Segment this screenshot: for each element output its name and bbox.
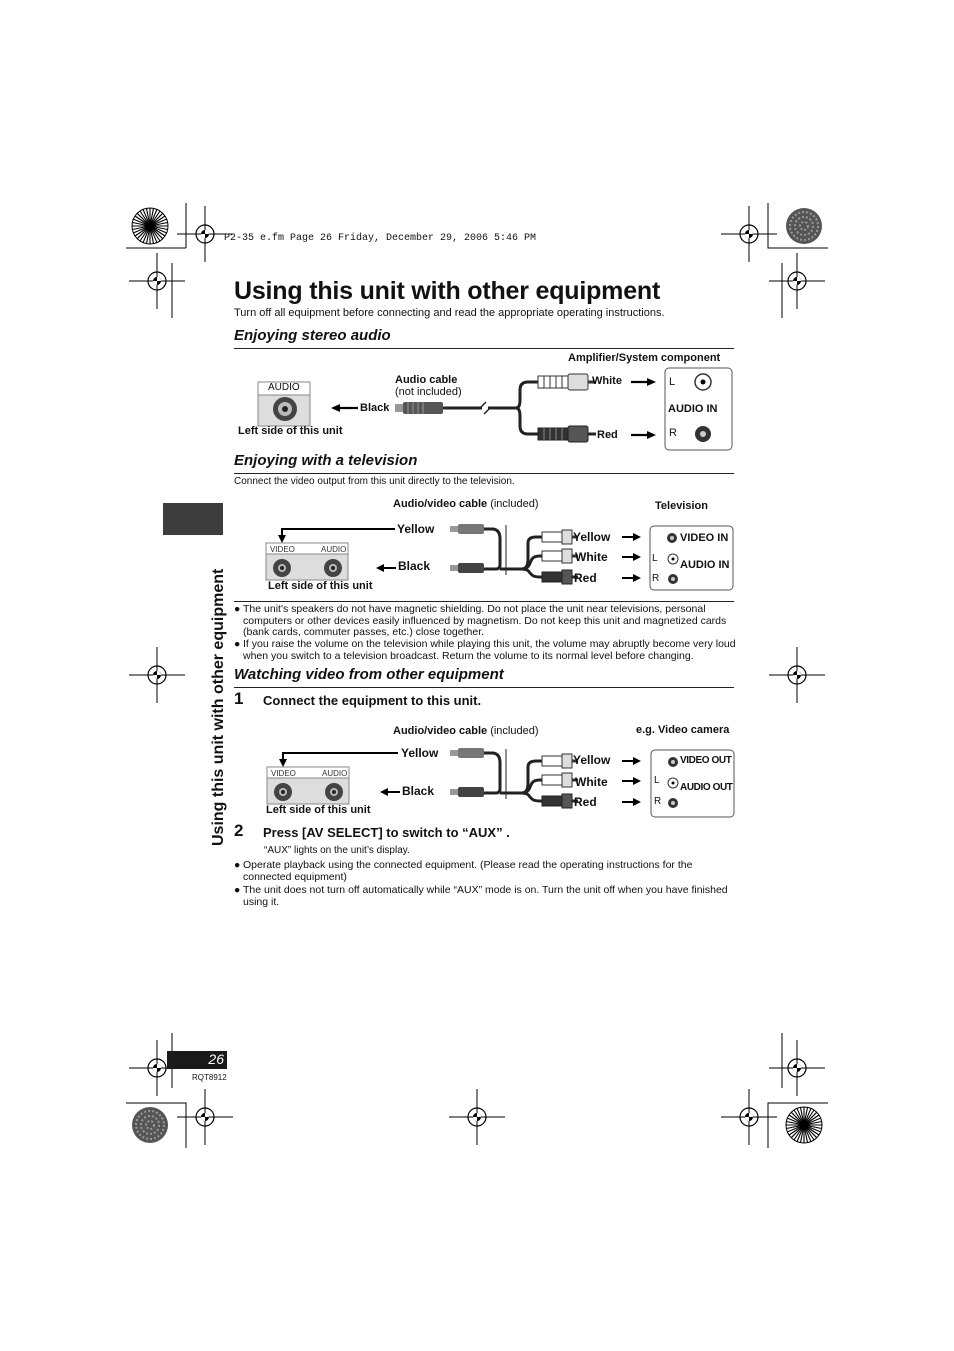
arrow-right-icon	[631, 431, 656, 439]
audio-jack-label: AUDIO	[268, 382, 300, 393]
arrow-right-icon	[622, 553, 641, 561]
registration-crosshair-icon	[177, 1089, 233, 1145]
av-cable-label	[393, 725, 539, 737]
side-tab-label: Using this unit with other equipment	[210, 568, 227, 846]
intro-text: Turn off all equipment before connecting and read the appropriate operating instructions.	[234, 307, 665, 319]
white-label: White	[575, 550, 608, 564]
unit-caption: Left side of this unit	[268, 580, 373, 592]
television-desc: Connect the video output from this unit directly to the television.	[234, 476, 515, 487]
arrow-right-icon	[631, 378, 656, 386]
video-out-label: VIDEO OUT	[680, 755, 732, 766]
step-text: Connect the equipment to this unit.	[263, 693, 482, 708]
radial-target-icon	[132, 208, 168, 244]
note-text: The unit's speakers do not have magnetic shielding. Do not place the unit near televisions, personal computers or other devices easily influenced by magnetism. Do not keep this unit and magnetized cards (bank cards, commuter passes, etc.) close together.	[243, 603, 727, 638]
arrow-left-icon	[376, 564, 384, 572]
panel-r-label: R	[652, 573, 660, 584]
dotted-target-icon	[132, 1107, 168, 1143]
panel-l-label: L	[669, 376, 676, 388]
av-cable-note: (included)	[490, 725, 539, 737]
black-label: Black	[360, 402, 390, 414]
audio-cable-note: (not included)	[395, 386, 462, 398]
section-rule	[234, 473, 734, 474]
arrow-down-icon	[278, 535, 286, 543]
television-label: Television	[655, 500, 708, 512]
red-label: Red	[574, 795, 597, 809]
note-text: The unit does not turn off automatically while “AUX” mode is on. Turn the unit off when you have finished using it.	[243, 884, 728, 908]
arrow-right-icon	[622, 757, 641, 765]
section-heading-stereo: Enjoying stereo audio	[234, 327, 391, 344]
unit-caption: Left side of this unit	[238, 425, 343, 437]
panel-r-label: R	[669, 427, 677, 439]
page-number: 26	[208, 1051, 224, 1067]
yellow-left-label: Yellow	[401, 746, 439, 760]
panel-l-label: L	[652, 553, 658, 564]
yellow-label: Yellow	[573, 530, 611, 544]
panel-l-label: L	[654, 775, 660, 786]
registration-crosshair-icon	[129, 253, 185, 309]
amplifier-label: Amplifier/System component	[568, 352, 721, 364]
yellow-label: Yellow	[573, 753, 611, 767]
bullet-icon: ●	[234, 638, 241, 650]
av-cable-name: Audio/video cable	[393, 725, 488, 737]
arrow-left-icon	[380, 788, 388, 796]
arrow-left-icon	[331, 404, 340, 412]
note-item	[234, 638, 737, 662]
registration-crosshair-icon	[769, 253, 825, 309]
dotted-target-icon	[786, 208, 822, 244]
note-item	[234, 603, 737, 639]
av-cable-note: (included)	[490, 498, 539, 510]
unit-caption: Left side of this unit	[266, 804, 371, 816]
side-tab-marker	[163, 503, 223, 535]
panel-r-label: R	[654, 796, 662, 807]
section-heading-television: Enjoying with a television	[234, 452, 418, 469]
step-number: 1	[234, 689, 244, 708]
doc-code: RQT8912	[192, 1073, 227, 1082]
arrow-down-icon	[279, 759, 287, 767]
registration-crosshair-icon	[769, 1040, 825, 1096]
step-subtext: “AUX” lights on the unit’s display.	[264, 845, 410, 856]
video-in-label: VIDEO IN	[680, 532, 729, 544]
bullet-icon: ●	[234, 859, 241, 871]
step-text: Press [AV SELECT] to switch to “AUX” .	[263, 825, 510, 840]
black-label: Black	[402, 784, 435, 798]
white-label: White	[575, 775, 608, 789]
radial-target-icon	[786, 1107, 822, 1143]
note-text: Operate playback using the connected equipment. (Please read the operating instructions for the connected equipment)	[243, 859, 693, 883]
section-rule	[234, 687, 734, 688]
video-jack-label: VIDEO	[271, 769, 296, 778]
red-label: Red	[574, 571, 597, 585]
registration-crosshair-icon	[129, 647, 185, 703]
audio-cable-label: Audio cable	[395, 374, 458, 386]
video-jack-label: VIDEO	[270, 545, 295, 554]
audio-jack-label: AUDIO	[322, 769, 348, 778]
white-label: White	[592, 375, 622, 387]
arrow-right-icon	[622, 798, 641, 806]
audio-in-label: AUDIO IN	[668, 403, 718, 415]
step-number: 2	[234, 821, 244, 840]
note-item	[234, 859, 737, 883]
note-item	[234, 884, 737, 908]
red-label: Red	[597, 429, 618, 441]
audio-in-label: AUDIO IN	[680, 559, 730, 571]
audio-out-label: AUDIO OUT	[680, 782, 733, 793]
page-title: Using this unit with other equipment	[234, 277, 661, 305]
stereo-diagram	[230, 360, 740, 455]
bullet-icon: ●	[234, 884, 241, 896]
bullet-icon: ●	[234, 603, 241, 615]
av-cable-label	[393, 498, 539, 510]
registration-crosshair-icon	[721, 206, 777, 262]
audio-jack-label: AUDIO	[321, 545, 347, 554]
arrow-right-icon	[622, 533, 641, 541]
notes-rule	[234, 601, 734, 602]
video-camera-label: e.g. Video camera	[636, 724, 730, 736]
registration-crosshair-icon	[449, 1089, 505, 1145]
registration-crosshair-icon	[721, 1089, 777, 1145]
section-heading-watching: Watching video from other equipment	[234, 666, 504, 683]
arrow-right-icon	[622, 574, 641, 582]
av-cable-name: Audio/video cable	[393, 498, 488, 510]
yellow-left-label: Yellow	[397, 522, 435, 536]
black-label: Black	[398, 559, 431, 573]
arrow-right-icon	[622, 777, 641, 785]
registration-crosshair-icon	[769, 647, 825, 703]
section-rule	[234, 348, 734, 349]
note-text: If you raise the volume on the television while playing this unit, the volume may abruptly become very loud when you switch to a television broadcast. Return the volume to its normal level before changing.	[243, 638, 736, 662]
file-header-line: P2-35 e.fm Page 26 Friday, December 29, 2006 5:46 PM	[224, 233, 537, 244]
